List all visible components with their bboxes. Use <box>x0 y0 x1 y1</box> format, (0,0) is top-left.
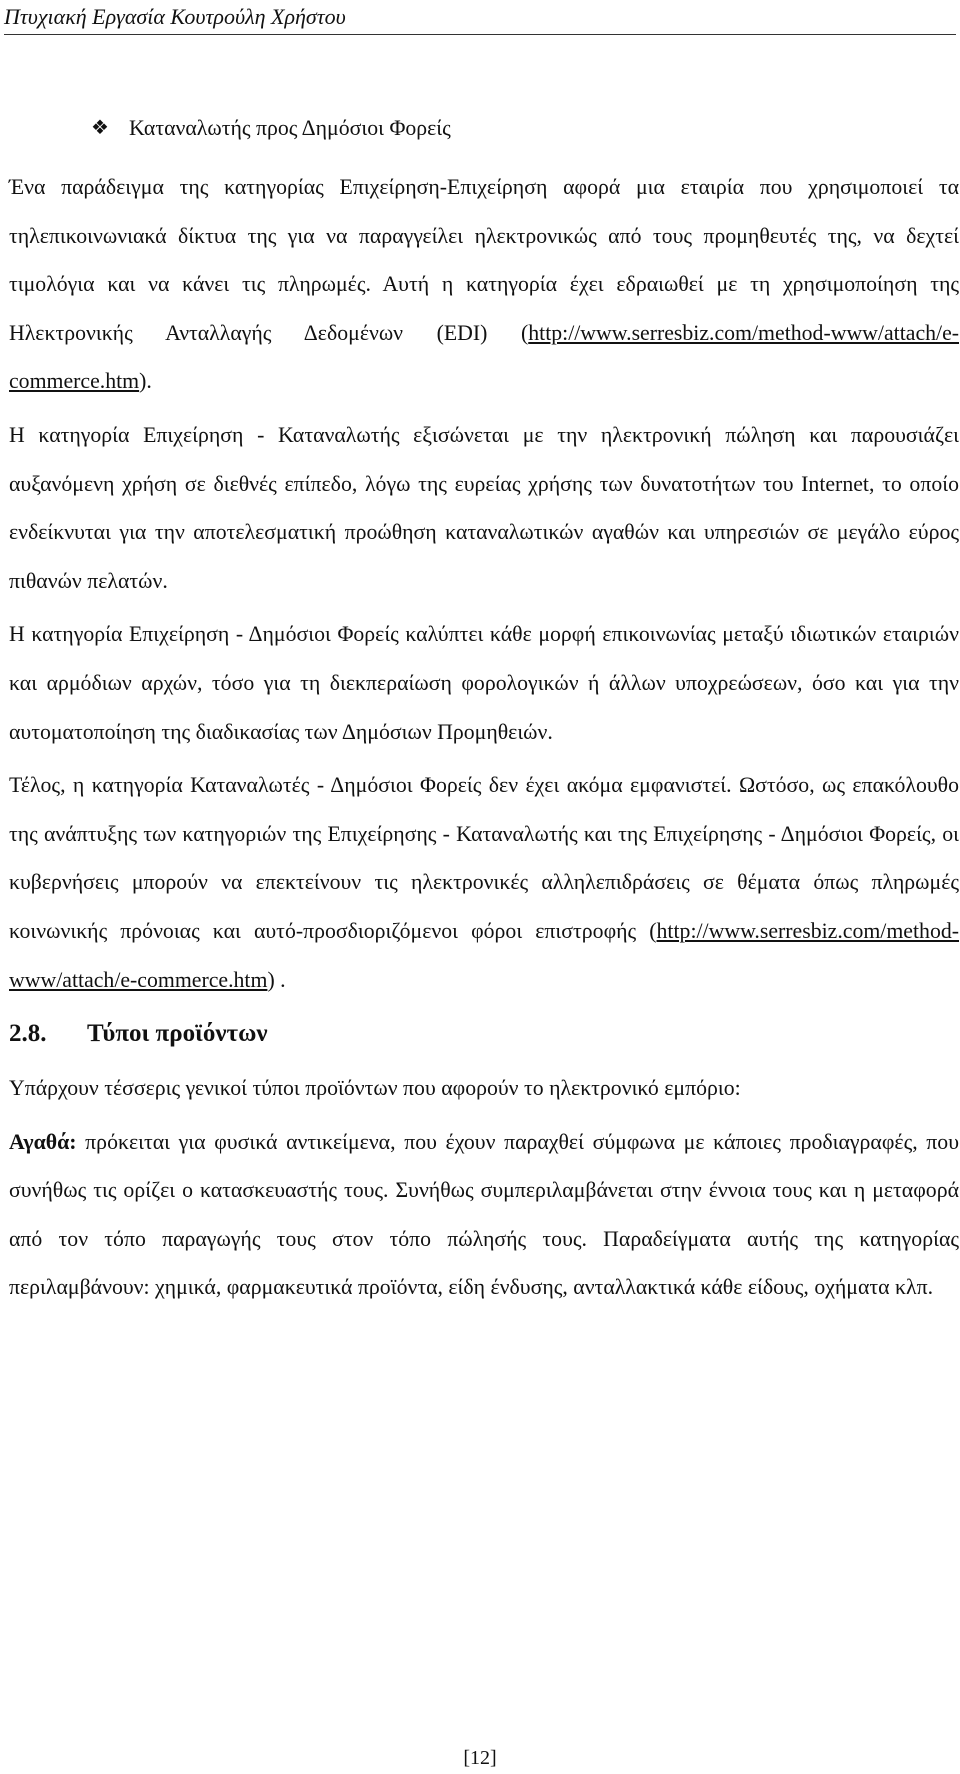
paragraph-b2c: Η κατηγορία Επιχείρηση - Καταναλωτής εξισώνεται με την ηλεκτρονική πώληση και παρουσιάζει αυξανόμενη χρήση σε διεθνές επίπεδο, λόγω της ευρείας χρήσης των δυνατοτήτων του Internet, το οποίο ενδείκνυται για την αποτελεσματική προώθηση καταναλωτικών αγαθών και υπηρεσιών σε μεγάλο εύρος πιθανών πελατών. <box>9 422 959 593</box>
paragraph-text-end: ). <box>139 369 152 394</box>
page-number: [12] <box>463 1747 497 1769</box>
chapter-title: Τύποι προϊόντων <box>87 1020 268 1048</box>
paragraph-b2g: Η κατηγορία Επιχείρηση - Δημόσιοι Φορείς καλύπτει κάθε μορφή επικοινωνίας μεταξύ ιδιωτικών εταιριών και αρμόδιων αρχών, τόσο για τη διεκπεραίωση φορολογικών ή άλλων υποχρεώσεων, όσο και για την αυτοματοποίηση της διαδικασίας των Δημόσιων Προμηθειών. <box>9 622 959 744</box>
goods-term: Αγαθά: <box>9 1129 77 1154</box>
serresbiz-link[interactable]: http://www.serresbiz.com/method-www/attach/e-commerce.htm <box>9 918 959 992</box>
section-heading <box>91 108 959 148</box>
goods-description: πρόκειται για φυσικά αντικείμενα, που έχουν παραχθεί σύμφωνα με κάποιες προδιαγραφές, που συνήθως τις ορίζει ο κατασκευαστής τους. Συνήθως συμπεριλαμβάνεται στην έννοια τους και η μεταφορά από τον τόπο παραγωγής τους στον τόπο πώλησής τους. Παραδείγματα αυτής της κατηγορίας περιλαμβάνουν: χημικά, φαρμακευτικά προϊόντα, είδη ένδυσης, ανταλλακτικά κάθε είδους, οχήματα κλπ. <box>9 1129 959 1300</box>
paragraph-c2g <box>9 761 959 1004</box>
paragraph-text: Τέλος, η κατηγορία Καταναλωτές - Δημόσιοι Φορείς δεν έχει ακόμα εμφανιστεί. Ωστόσο, ως επακόλουθο της ανάπτυξης των κατηγοριών της Επιχείρησης - Καταναλωτής και της Επιχείρησης - Δημόσιοι Φορείς, οι κυβερνήσεις μπορούν να επεκτείνουν τις ηλεκτρονικές αλληλεπιδράσεις σε θέματα όπως πληρωμές κοινωνικής πρόνοιας και αυτό-προσδιοριζόμενοι φόροι επιστροφής ( <box>9 773 959 943</box>
paragraph-text-end: ) . <box>267 967 286 992</box>
paragraph-text: Ένα παράδειγμα της κατηγορίας Επιχείρηση-Επιχείρηση αφορά μια εταιρία που χρησιμοποιεί τα τηλεπικοινωνιακά δίκτυα της για να παραγγείλει ηλεκτρονικώς από τους προμηθευτές της, να δεχτεί τιμολόγια και να κάνει τις πληρωμές. Αυτή η κατηγορία έχει εδραιωθεί με τη χρησιμοποίηση της Ηλεκτρονικής Ανταλλαγής Δεδομένων (EDI) ( <box>9 175 959 345</box>
paragraph-goods <box>9 1118 959 1312</box>
serresbiz-link[interactable]: http://www.serresbiz.com/method-www/attach/e-commerce.htm <box>9 320 959 394</box>
paragraph-b2b-example <box>9 163 959 406</box>
chapter-heading <box>9 1014 959 1054</box>
chapter-number: 2.8. <box>9 1020 47 1048</box>
page-content <box>9 108 959 1317</box>
diamond-bullet-icon: ❖ <box>91 117 109 139</box>
running-header: Πτυχιακή Εργασία Κουτρούλη Χρήστου <box>4 2 956 35</box>
paragraph-product-types-intro: Υπάρχουν τέσσερις γενικοί τύποι προϊόντων που αφορούν το ηλεκτρονικό εμπόριο: <box>9 1076 741 1101</box>
section-title: Καταναλωτής προς Δημόσιοι Φορείς <box>129 116 451 140</box>
